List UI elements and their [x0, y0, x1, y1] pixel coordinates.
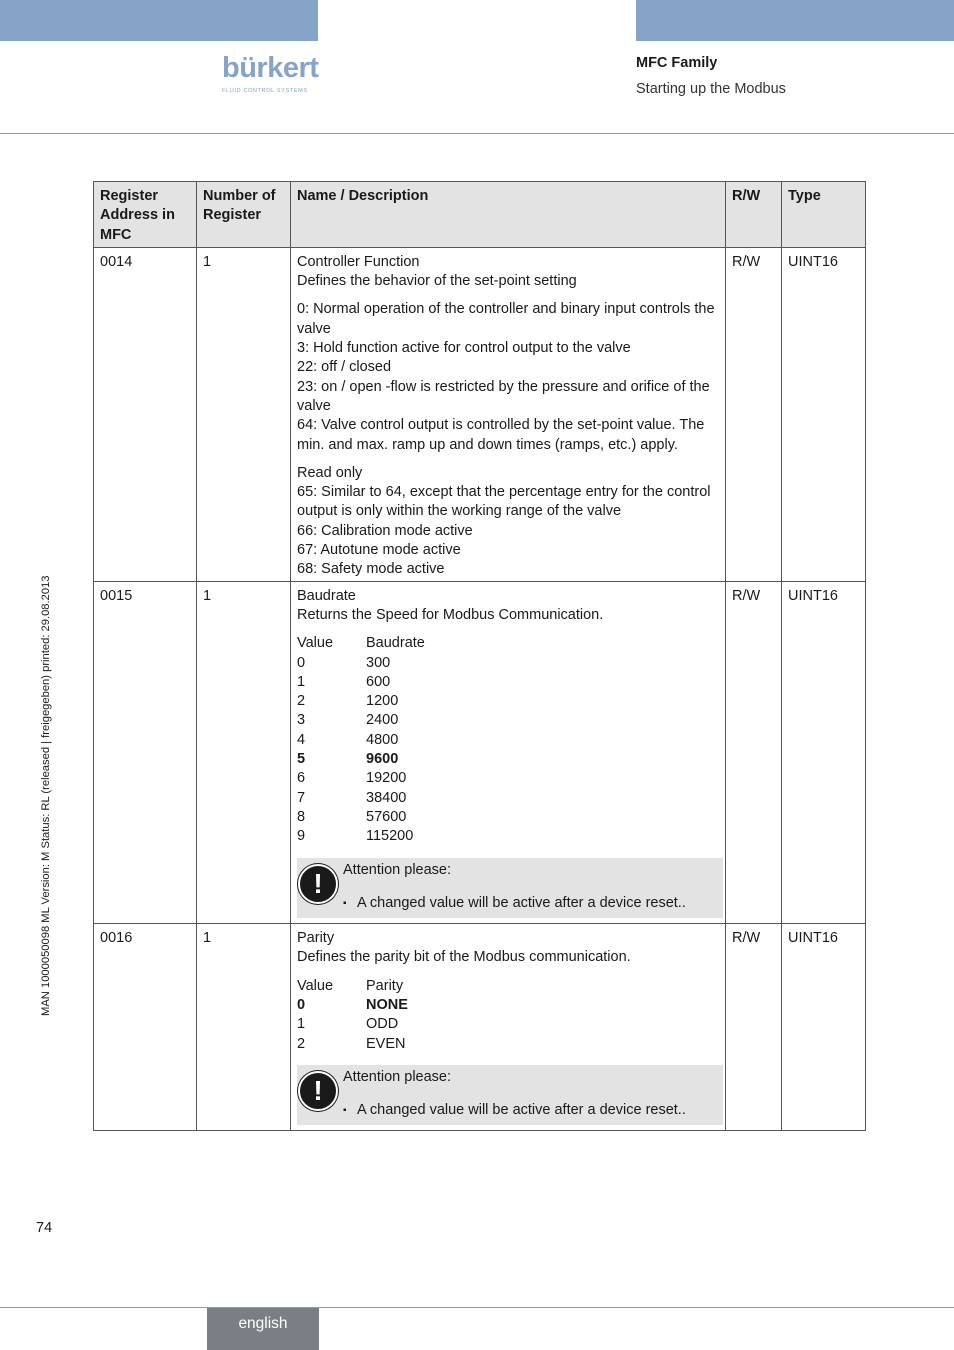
brand-logo	[222, 52, 319, 96]
attention-title: Attention please:	[343, 861, 452, 878]
header-type: Type	[782, 182, 866, 248]
cell-rw: R/W	[726, 924, 782, 1131]
value-row	[297, 654, 719, 673]
cell-description	[291, 924, 726, 1131]
value-code: 1	[297, 673, 306, 690]
cell-type: UINT16	[782, 247, 866, 581]
value-meaning: 19200	[366, 770, 407, 787]
value-code: 0	[297, 996, 306, 1013]
value-code: 5	[297, 751, 306, 768]
value-code: 3	[297, 712, 306, 729]
register-description: Defines the parity bit of the Modbus communication.	[297, 949, 631, 966]
register-name: Controller Function	[297, 253, 420, 270]
option-item: Read only	[297, 464, 363, 481]
footer-divider	[0, 1307, 954, 1308]
value-row	[297, 769, 719, 788]
value-meaning: 115200	[366, 828, 414, 845]
option-list	[297, 300, 719, 454]
value-header: Value	[297, 977, 334, 994]
section-title: Starting up the Modbus	[636, 81, 786, 97]
option-item: 67: Autotune mode active	[297, 542, 461, 559]
attention-item	[343, 894, 715, 913]
page-number: 74	[36, 1220, 53, 1236]
header-number-of-register: Number of Register	[197, 182, 291, 248]
value-meaning: ODD	[366, 1016, 399, 1033]
cell-description	[291, 247, 726, 581]
value-meaning: 300	[366, 654, 391, 671]
register-description: Returns the Speed for Modbus Communication.	[297, 606, 604, 623]
value-table-header	[297, 634, 719, 653]
value-code: 1	[297, 1016, 306, 1033]
value-meaning: 57600	[366, 808, 407, 825]
option-item: 0: Normal operation of the controller and binary input controls the valve	[297, 301, 715, 337]
option-item: 66: Calibration mode active	[297, 522, 473, 539]
value-code: 4	[297, 731, 306, 748]
param-header: Baudrate	[366, 635, 425, 652]
cell-number: 1	[197, 247, 291, 581]
cell-number: 1	[197, 924, 291, 1131]
value-code: 2	[297, 1035, 306, 1052]
param-header: Parity	[366, 977, 404, 994]
cell-type: UINT16	[782, 924, 866, 1131]
attention-item	[343, 1101, 715, 1120]
value-table-header	[297, 977, 719, 996]
header-divider	[0, 133, 954, 134]
value-meaning: 600	[366, 673, 391, 690]
value-row	[297, 1035, 719, 1054]
option-item: 22: off / closed	[297, 359, 392, 376]
value-code: 6	[297, 770, 306, 787]
option-item: 65: Similar to 64, except that the percentage entry for the control output is only within the working range of the valve	[297, 484, 711, 520]
header-register-address: Register Address in MFC	[94, 182, 197, 248]
table-row	[94, 581, 866, 923]
table-header-row	[94, 182, 866, 248]
exclamation-circle-icon: !	[298, 1071, 338, 1111]
attention-title: Attention please:	[343, 1068, 452, 1085]
value-header: Value	[297, 635, 334, 652]
cell-address: 0014	[94, 247, 197, 581]
header-name-description: Name / Description	[291, 182, 726, 248]
value-meaning: 1200	[366, 693, 399, 710]
value-row	[297, 673, 719, 692]
table-row	[94, 924, 866, 1131]
document-title: MFC Family	[636, 55, 718, 71]
attention-text: A changed value will be active after a device reset..	[357, 1102, 686, 1119]
value-table	[297, 977, 719, 1054]
value-row	[297, 808, 719, 827]
value-code: 9	[297, 828, 306, 845]
bullet-icon: ▪	[343, 1105, 347, 1117]
brand-name: bürkert	[222, 52, 319, 84]
attention-note	[297, 858, 723, 919]
value-code: 8	[297, 808, 306, 825]
option-item: 64: Valve control output is controlled by the set-point value. The min. and max. ramp up and down times (ramps, etc.) apply.	[297, 417, 705, 453]
brand-tagline: FLUID CONTROL SYSTEMS	[222, 88, 308, 94]
value-meaning: 4800	[366, 731, 399, 748]
header-accent-bar-right	[636, 0, 954, 41]
bullet-icon: ▪	[343, 897, 347, 909]
value-meaning: NONE	[366, 996, 408, 1013]
value-meaning: 2400	[366, 712, 399, 729]
value-row-default	[297, 996, 719, 1015]
table-row	[94, 247, 866, 581]
document-status-line: MAN 1000050098 ML Version: M Status: RL (released | freigegeben) printed: 29.08.2013	[40, 575, 52, 1016]
value-code: 0	[297, 654, 306, 671]
attention-text: A changed value will be active after a device reset..	[357, 894, 686, 911]
register-name: Parity	[297, 930, 335, 947]
option-item: 23: on / open -flow is restricted by the pressure and orifice of the valve	[297, 378, 710, 414]
value-row-default	[297, 750, 719, 769]
option-item: 68: Safety mode active	[297, 561, 445, 578]
attention-note	[297, 1065, 723, 1126]
value-row	[297, 1015, 719, 1034]
cell-rw: R/W	[726, 581, 782, 923]
register-name: Baudrate	[297, 587, 356, 604]
value-code: 7	[297, 789, 306, 806]
cell-rw: R/W	[726, 247, 782, 581]
value-meaning: 38400	[366, 789, 407, 806]
header-rw: R/W	[726, 182, 782, 248]
value-code: 2	[297, 693, 306, 710]
register-table	[93, 181, 866, 1131]
cell-number: 1	[197, 581, 291, 923]
language-tab: english	[207, 1308, 319, 1350]
exclamation-circle-icon: !	[298, 864, 338, 904]
value-row	[297, 692, 719, 711]
register-description: Defines the behavior of the set-point setting	[297, 273, 577, 290]
cell-description	[291, 581, 726, 923]
value-meaning: 9600	[366, 751, 399, 768]
option-list-read-only	[297, 464, 719, 580]
option-item: 3: Hold function active for control output to the valve	[297, 340, 631, 357]
value-meaning: EVEN	[366, 1035, 406, 1052]
cell-type: UINT16	[782, 581, 866, 923]
cell-address: 0015	[94, 581, 197, 923]
value-row	[297, 731, 719, 750]
header-accent-bar-left	[0, 0, 318, 41]
value-row	[297, 711, 719, 730]
cell-address: 0016	[94, 924, 197, 1131]
value-row	[297, 827, 719, 846]
value-table	[297, 634, 719, 846]
value-row	[297, 789, 719, 808]
